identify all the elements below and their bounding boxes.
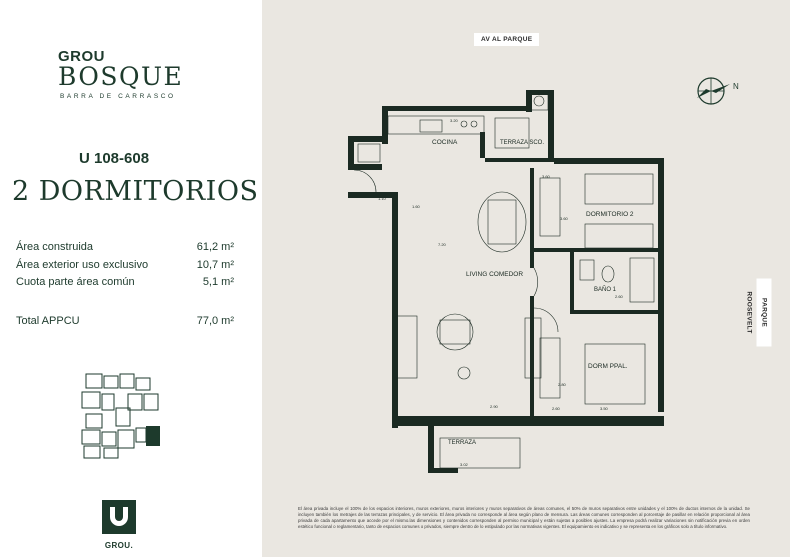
area-label: Cuota parte área común [16,276,135,288]
total-row [16,315,234,327]
area-value: 5,1 m² [202,276,234,288]
dim-label: 3.60 [560,216,568,221]
room-label-dormitorio2: DORMITORIO 2 [586,211,634,218]
area-label: Área construida [16,241,94,253]
street-label-right: PARQUE ROOSEVELT [757,279,772,347]
area-row [16,276,234,294]
dim-label: 3.02 [460,462,468,467]
grou-bosque-logo [58,48,208,100]
compass-north-letter: N [733,82,739,91]
unit-code: U 108-608 [79,150,150,167]
brand-location: BARRA DE CARRASCO [60,93,176,100]
key-plan [80,372,162,460]
room-label-cocina: COCINA [432,139,458,146]
dim-label: 1.60 [412,204,420,209]
room-label-terraza-sco: TERRAZA SCO. [500,140,545,146]
dim-label: 2.80 [558,382,566,387]
dim-label: 2.60 [552,406,560,411]
dim-label: 3.50 [600,406,608,411]
floor-plan [340,88,690,473]
dim-label: 2.90 [490,404,498,409]
legal-disclaimer: El área privada incluye el 100% de los espacios interiores, muros exteriores, muros interiores y muros separativos de áreas comunes, el 50% de muros separativos entre unidades y el 100% de ductos internos de la unidad. Se incluyen también los metrajes de las terrazas principales, y de servicio. El área privada no corresponde al área según plano de mensura. Las áreas comunes corresponden al porcentaje de pasillar en relación proporcional al área privada de cada apartamento que accede por el mismo.las dimensiones y contenidos corresponden al permiso municipal y están sujetas a posibles ajustes. La empresa podrá realizar variaciones sin notificación previa en orden estético funcional o reglamentario, tanto de espacios comunes o privados, siempre dentro de lo estipulado por las normativas vigentes. El equipamiento es indicativo y se representa en los gráficos solo a título informativo. [298,506,750,530]
area-list [16,241,234,294]
footer-brand-label: GROU. [104,541,134,550]
total-label: Total APPCU [16,315,80,327]
grou-footer-logo [99,500,139,550]
compass-icon [692,74,742,108]
room-label-living: LIVING COMEDOR [466,271,524,278]
street-label-top: AV AL PARQUE [474,33,539,46]
grou-mark-icon [102,500,136,534]
dim-label: 3.60 [542,174,550,179]
area-label: Área exterior uso exclusivo [16,258,149,271]
total-value: 77,0 m² [196,315,234,327]
dim-label: 1.10 [378,196,386,201]
info-panel [0,0,262,557]
area-value: 61,2 m² [196,241,234,253]
brand-grou: GROU [58,48,105,65]
brand-bosque: BOSQUE [58,62,184,91]
dim-label: 2.60 [615,294,623,299]
room-label-dorm-ppal: DORM PPAL. [588,363,628,370]
dim-label: 7.20 [438,242,446,247]
unit-type: 2 DORMITORIOS [12,176,259,207]
dim-label: 3.20 [450,118,458,123]
area-row [16,241,234,259]
area-row [16,259,234,277]
room-label-terraza: TERRAZA [448,440,477,446]
area-value: 10,7 m² [196,258,234,271]
room-label-bano: BAÑO 1 [594,287,617,293]
